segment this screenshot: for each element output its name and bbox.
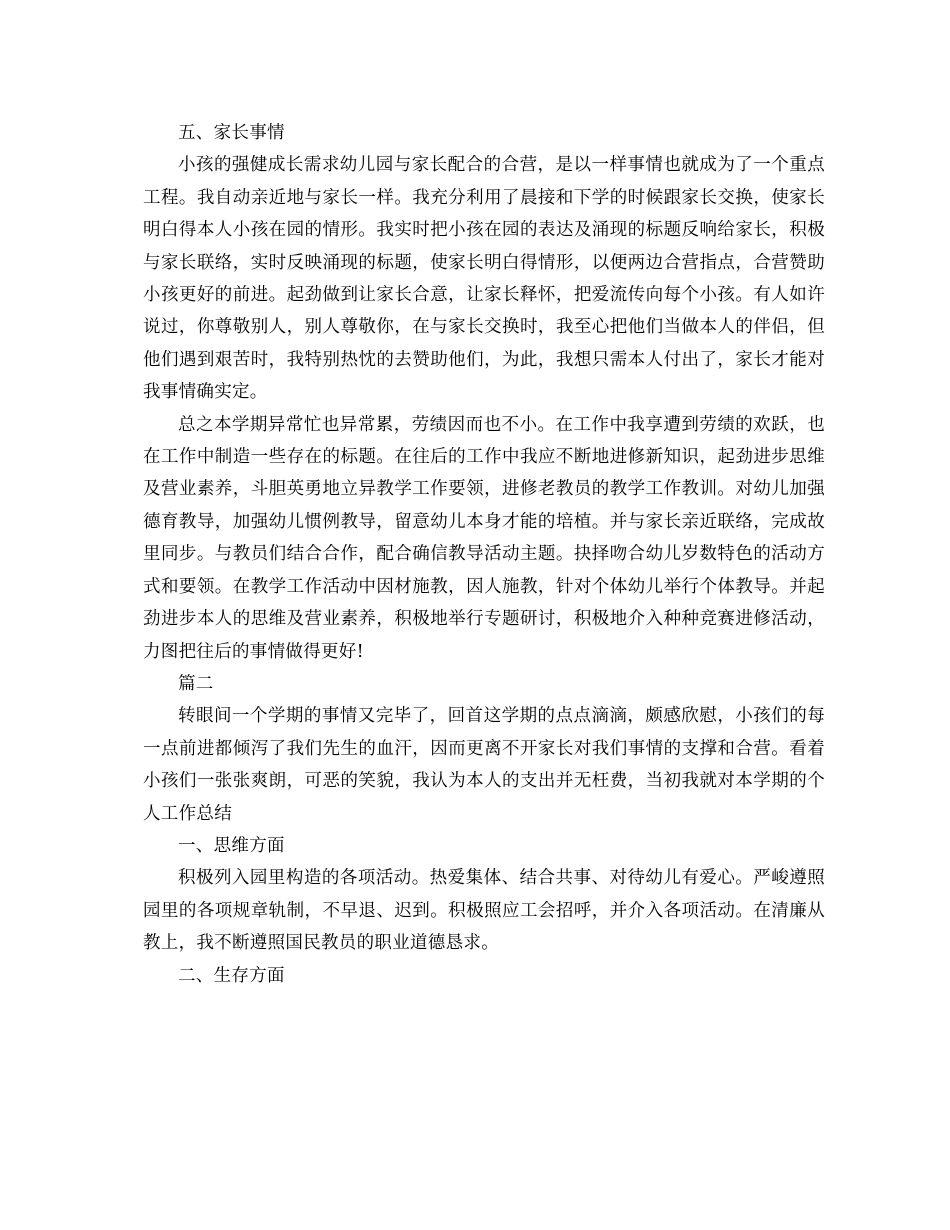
section-heading-living: 二、生存方面 — [178, 965, 285, 986]
section-heading-parent-work: 五、家长事情 — [178, 123, 285, 143]
paragraph-parent-work: 小孩的强健成长需求幼儿园与家长配合的合营，是以一样事情也就成为了一个重点工程。我自动亲近地与家长一样。我充分利用了晨接和下学的时候跟家长交换，使家长明白得本人小孩在园的情形。我实时把小孩在园的表达及涌现的标题反响给家长，积极与家长联络，实时反映涌现的标题，使家长明白得情形，以便两边合营指点，合营赞助小孩更好的前进。起劲做到让家长合意，让家长释怀，把爱流传向每个小孩。有人如许说过，你尊敬别人，别人尊敬你，在与家长交换时，我至心把他们当做本人的伴侣，但他们遇到艰苦时，我特别热忱的去赞助他们，为此，我想只需本人付出了，家长才能对我事情确实定。 — [143, 155, 825, 403]
section-heading-part-two: 篇二 — [178, 673, 214, 694]
paragraph-part-two-intro: 转眼间一个学期的事情又完毕了，回首这学期的点点滴滴，颇感欣慰，小孩们的每一点前进都倾泻了我们先生的血汗，因而更离不开家长对我们事情的支撑和合营。看着小孩们一张张爽朗，可恶的笑貌，我认为本人的支出并无枉费，当初我就对本学期的个人工作总结 — [143, 706, 825, 824]
paragraph-summary: 总之本学期异常忙也异常累，劳绩因而也不小。在工作中我享遭到劳绩的欢跃，也在工作中制造一些存在的标题。在往后的工作中我应不断地进修新知识，起劲进步思维及营业素养，斗胆英勇地立异教学工作要领，进修老教员的教学工作教训。对幼儿加强德育教导，加强幼儿惯例教导，留意幼儿本身才能的培植。并与家长亲近联络，完成故里同步。与教员们结合合作，配合确信教导活动主题。抉择吻合幼儿岁数特色的活动方式和要领。在教学工作活动中因材施教，因人施教，针对个体幼儿举行个体教导。并起劲进步本人的思维及营业素养，积极地举行专题研讨，积极地介入种种竞赛进修活动，力图把往后的事情做得更好! — [143, 414, 825, 662]
paragraph-thinking: 积极列入园里构造的各项活动。热爱集体、结合共事、对待幼儿有爱心。严峻遵照园里的各项规章轨制，不早退、迟到。积极照应工会招呼，并介入各项活动。在清廉从教上，我不断遵照国民教员的职业道德恳求。 — [143, 868, 825, 954]
document-body — [143, 117, 825, 992]
section-heading-thinking: 一、思维方面 — [178, 835, 285, 856]
